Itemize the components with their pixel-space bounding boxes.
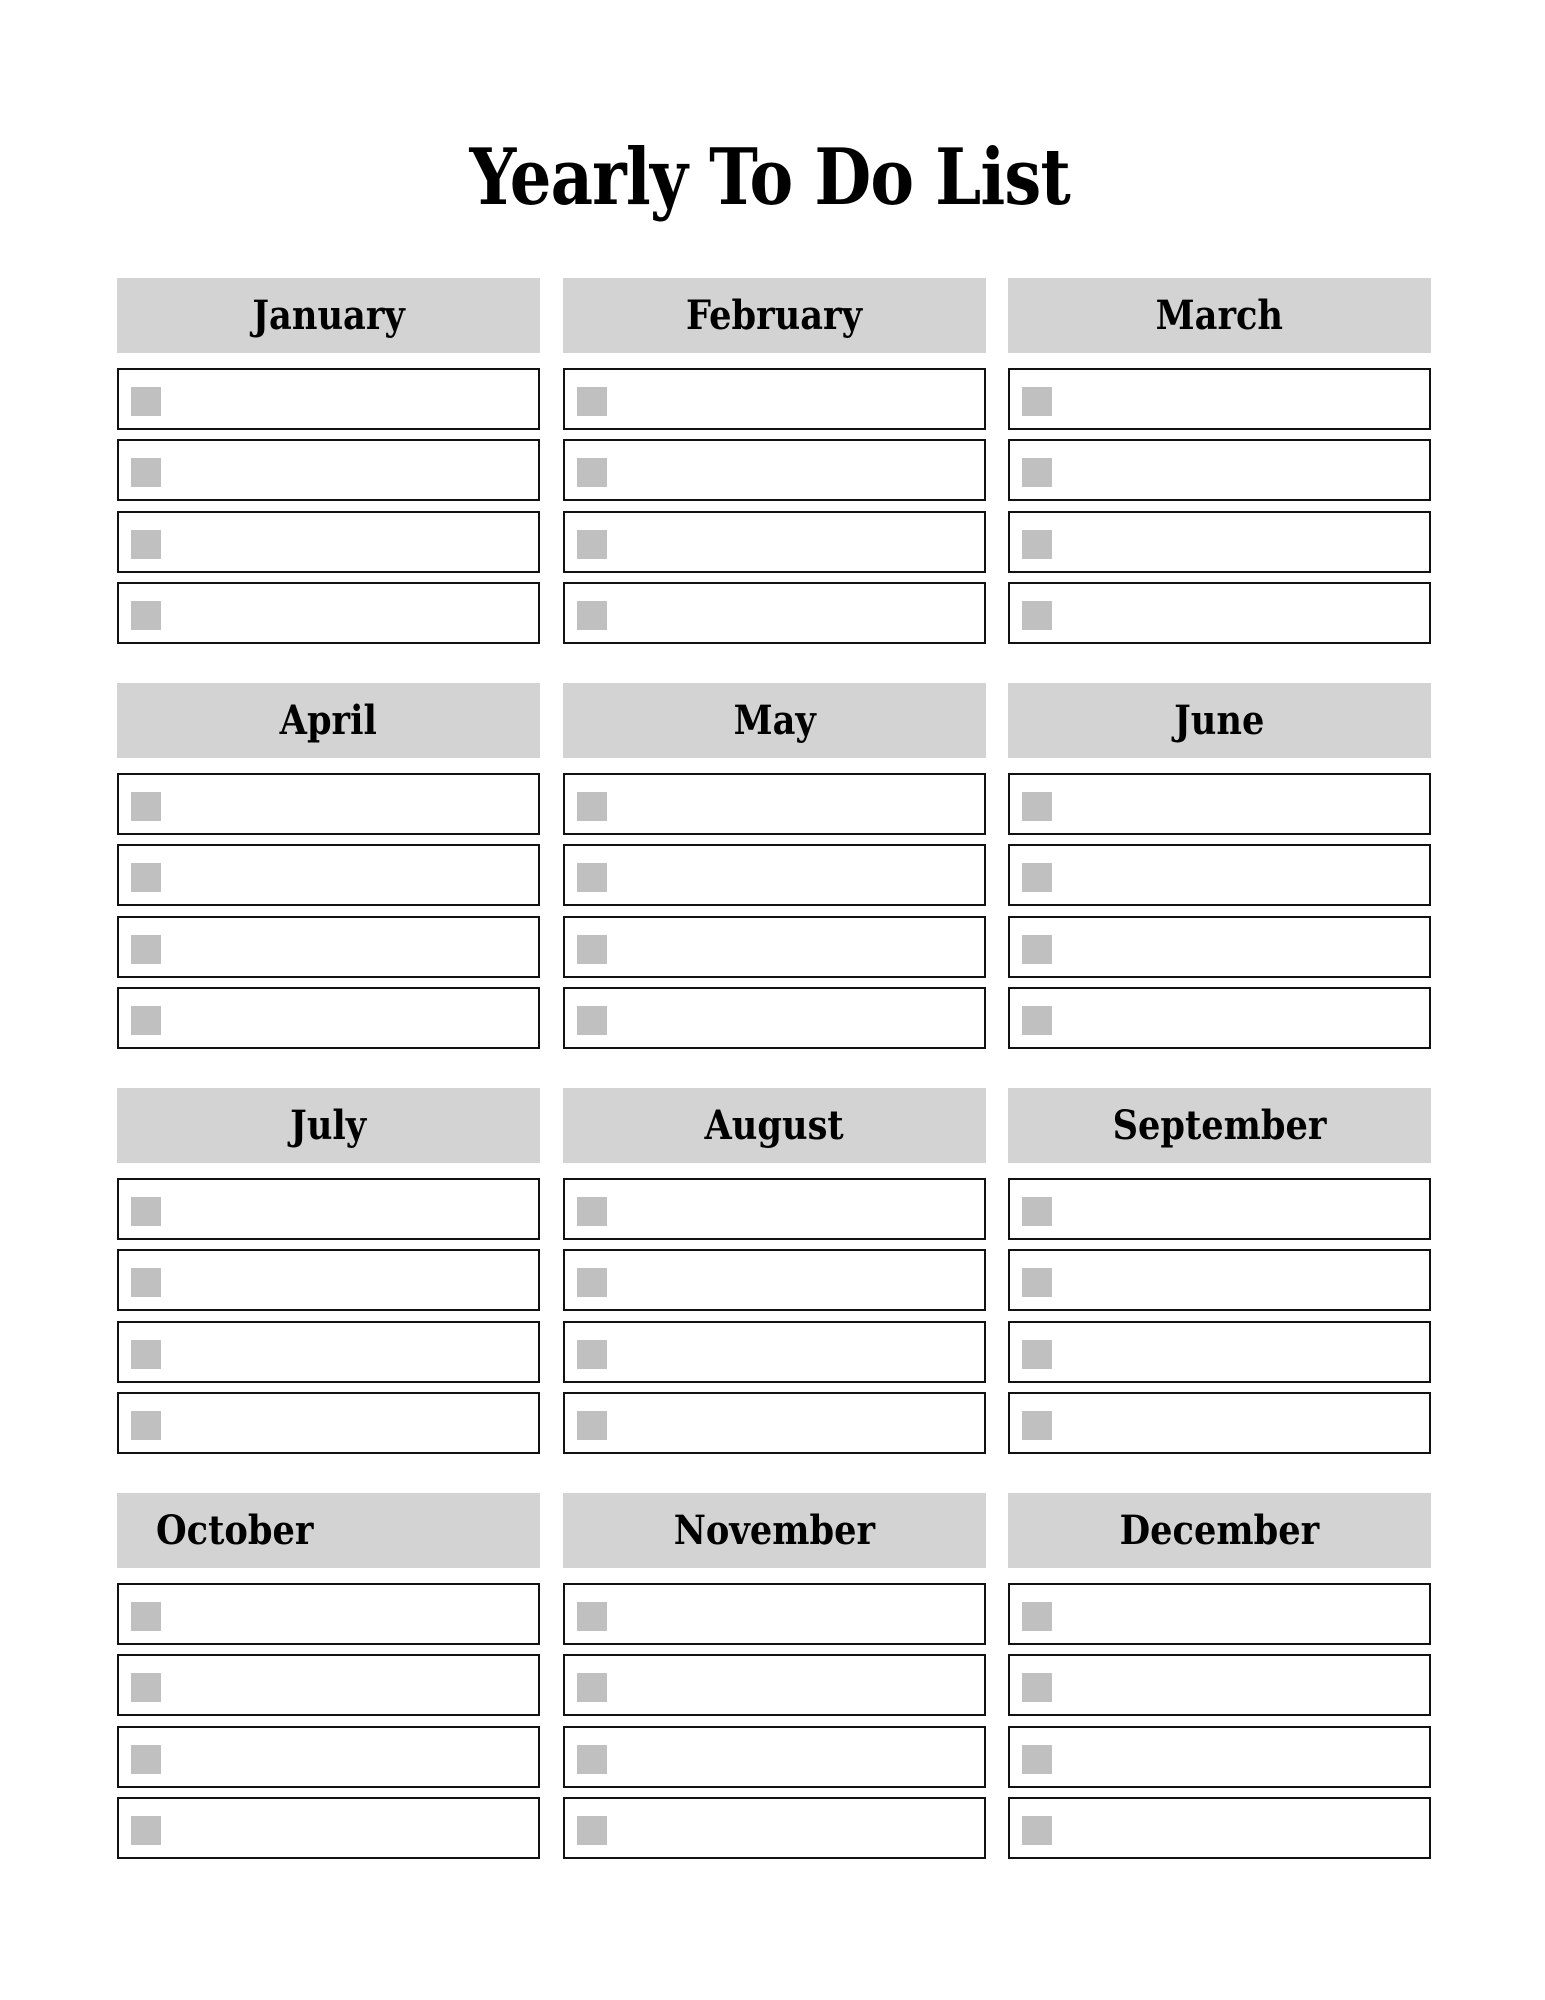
- checkbox[interactable]: [1022, 1411, 1052, 1440]
- todo-item-row[interactable]: [117, 1654, 540, 1716]
- checkbox[interactable]: [577, 1673, 607, 1702]
- month-block-february: [563, 278, 986, 644]
- todo-item-row[interactable]: [1008, 1726, 1431, 1788]
- todo-item-row[interactable]: [563, 1797, 986, 1859]
- checkbox[interactable]: [131, 1411, 161, 1440]
- todo-item-row[interactable]: [117, 1249, 540, 1311]
- month-header: [1008, 1088, 1431, 1163]
- checkbox[interactable]: [577, 1602, 607, 1631]
- checkbox[interactable]: [577, 387, 607, 416]
- todo-item-row[interactable]: [117, 439, 540, 501]
- month-block-december: [1008, 1493, 1431, 1859]
- month-name: April: [279, 697, 378, 744]
- month-name: July: [290, 1102, 367, 1149]
- todo-item-row[interactable]: [563, 1654, 986, 1716]
- month-header: [1008, 1493, 1431, 1568]
- checkbox[interactable]: [1022, 530, 1052, 559]
- checkbox[interactable]: [577, 1411, 607, 1440]
- checkbox[interactable]: [131, 1268, 161, 1297]
- checkbox[interactable]: [1022, 1006, 1052, 1035]
- month-block-july: [117, 1088, 540, 1454]
- checkbox[interactable]: [1022, 1197, 1052, 1226]
- checkbox[interactable]: [577, 935, 607, 964]
- todo-item-row[interactable]: [117, 1797, 540, 1859]
- month-header: [563, 278, 986, 353]
- todo-item-row[interactable]: [117, 1392, 540, 1454]
- month-header: [563, 1493, 986, 1568]
- todo-item-row[interactable]: [1008, 1797, 1431, 1859]
- checkbox[interactable]: [1022, 863, 1052, 892]
- todo-item-row[interactable]: [117, 582, 540, 644]
- todo-item-row[interactable]: [117, 844, 540, 906]
- month-name: December: [1119, 1507, 1320, 1554]
- checkbox[interactable]: [1022, 935, 1052, 964]
- checkbox[interactable]: [577, 530, 607, 559]
- todo-item-row[interactable]: [563, 1321, 986, 1383]
- todo-item-row[interactable]: [563, 1726, 986, 1788]
- checkbox[interactable]: [131, 1745, 161, 1774]
- todo-item-row[interactable]: [1008, 439, 1431, 501]
- todo-item-row[interactable]: [117, 773, 540, 835]
- todo-item-row[interactable]: [563, 773, 986, 835]
- checkbox[interactable]: [577, 1745, 607, 1774]
- checkbox[interactable]: [1022, 1268, 1052, 1297]
- checkbox[interactable]: [1022, 1745, 1052, 1774]
- checkbox[interactable]: [577, 458, 607, 487]
- todo-item-row[interactable]: [117, 987, 540, 1049]
- checkbox[interactable]: [131, 935, 161, 964]
- checkbox[interactable]: [131, 458, 161, 487]
- month-block-august: [563, 1088, 986, 1454]
- todo-item-row[interactable]: [563, 916, 986, 978]
- todo-item-row[interactable]: [117, 1178, 540, 1240]
- checkbox[interactable]: [1022, 1816, 1052, 1845]
- month-header: [117, 278, 540, 353]
- checkbox[interactable]: [1022, 387, 1052, 416]
- month-name: November: [673, 1507, 876, 1554]
- todo-item-row[interactable]: [563, 1392, 986, 1454]
- month-block-may: [563, 683, 986, 1049]
- todo-item-row[interactable]: [1008, 916, 1431, 978]
- todo-item-row[interactable]: [117, 368, 540, 430]
- month-block-september: [1008, 1088, 1431, 1454]
- checkbox[interactable]: [1022, 1673, 1052, 1702]
- month-name: May: [733, 697, 816, 744]
- month-block-march: [1008, 278, 1431, 644]
- month-block-january: [117, 278, 540, 644]
- checkbox[interactable]: [577, 863, 607, 892]
- todo-item-row[interactable]: [1008, 1392, 1431, 1454]
- todo-item-row[interactable]: [563, 1249, 986, 1311]
- checkbox[interactable]: [577, 601, 607, 630]
- month-header: [1008, 683, 1431, 758]
- month-name: January: [252, 292, 405, 339]
- month-name: August: [704, 1102, 845, 1149]
- todo-item-row[interactable]: [1008, 511, 1431, 573]
- checkbox[interactable]: [131, 1602, 161, 1631]
- todo-item-row[interactable]: [563, 368, 986, 430]
- month-block-october: [117, 1493, 540, 1859]
- checkbox[interactable]: [131, 530, 161, 559]
- checkbox[interactable]: [1022, 1602, 1052, 1631]
- month-header: [117, 1088, 540, 1163]
- todo-item-row[interactable]: [563, 582, 986, 644]
- todo-item-row[interactable]: [563, 987, 986, 1049]
- todo-item-row[interactable]: [1008, 1654, 1431, 1716]
- todo-item-row[interactable]: [563, 844, 986, 906]
- todo-item-row[interactable]: [1008, 844, 1431, 906]
- todo-item-row[interactable]: [117, 1321, 540, 1383]
- checkbox[interactable]: [1022, 458, 1052, 487]
- month-block-june: [1008, 683, 1431, 1049]
- todo-item-row[interactable]: [1008, 1178, 1431, 1240]
- todo-item-row[interactable]: [563, 439, 986, 501]
- checkbox[interactable]: [1022, 601, 1052, 630]
- checkbox[interactable]: [577, 1268, 607, 1297]
- page-title: Yearly To Do List: [469, 132, 1070, 223]
- month-header: [563, 683, 986, 758]
- checkbox[interactable]: [131, 601, 161, 630]
- todo-item-row[interactable]: [117, 511, 540, 573]
- checkbox[interactable]: [577, 1006, 607, 1035]
- month-header: [117, 683, 540, 758]
- month-header: [1008, 278, 1431, 353]
- checkbox[interactable]: [131, 387, 161, 416]
- todo-item-row[interactable]: [563, 1583, 986, 1645]
- checkbox[interactable]: [131, 863, 161, 892]
- month-name: March: [1155, 292, 1284, 339]
- checkbox[interactable]: [577, 1340, 607, 1369]
- todo-item-row[interactable]: [1008, 1583, 1431, 1645]
- todo-item-row[interactable]: [117, 916, 540, 978]
- todo-item-row[interactable]: [117, 1726, 540, 1788]
- checkbox[interactable]: [131, 1340, 161, 1369]
- checkbox[interactable]: [131, 1816, 161, 1845]
- month-name: February: [686, 292, 863, 339]
- todo-item-row[interactable]: [1008, 1249, 1431, 1311]
- todo-item-row[interactable]: [563, 1178, 986, 1240]
- checkbox[interactable]: [1022, 1340, 1052, 1369]
- checkbox[interactable]: [131, 1197, 161, 1226]
- month-header: [117, 1493, 540, 1568]
- todo-item-row[interactable]: [1008, 773, 1431, 835]
- todo-item-row[interactable]: [1008, 987, 1431, 1049]
- checkbox[interactable]: [131, 1006, 161, 1035]
- month-name: September: [1112, 1102, 1327, 1149]
- checkbox[interactable]: [131, 1673, 161, 1702]
- month-name: October: [156, 1507, 314, 1554]
- checkbox[interactable]: [131, 792, 161, 821]
- month-block-november: [563, 1493, 986, 1859]
- todo-item-row[interactable]: [117, 1583, 540, 1645]
- checkbox[interactable]: [577, 792, 607, 821]
- month-name: June: [1174, 697, 1265, 744]
- todo-item-row[interactable]: [1008, 582, 1431, 644]
- todo-item-row[interactable]: [1008, 368, 1431, 430]
- month-header: [563, 1088, 986, 1163]
- checkbox[interactable]: [577, 1197, 607, 1226]
- todo-item-row[interactable]: [1008, 1321, 1431, 1383]
- checkbox[interactable]: [577, 1816, 607, 1845]
- checkbox[interactable]: [1022, 792, 1052, 821]
- todo-item-row[interactable]: [563, 511, 986, 573]
- month-block-april: [117, 683, 540, 1049]
